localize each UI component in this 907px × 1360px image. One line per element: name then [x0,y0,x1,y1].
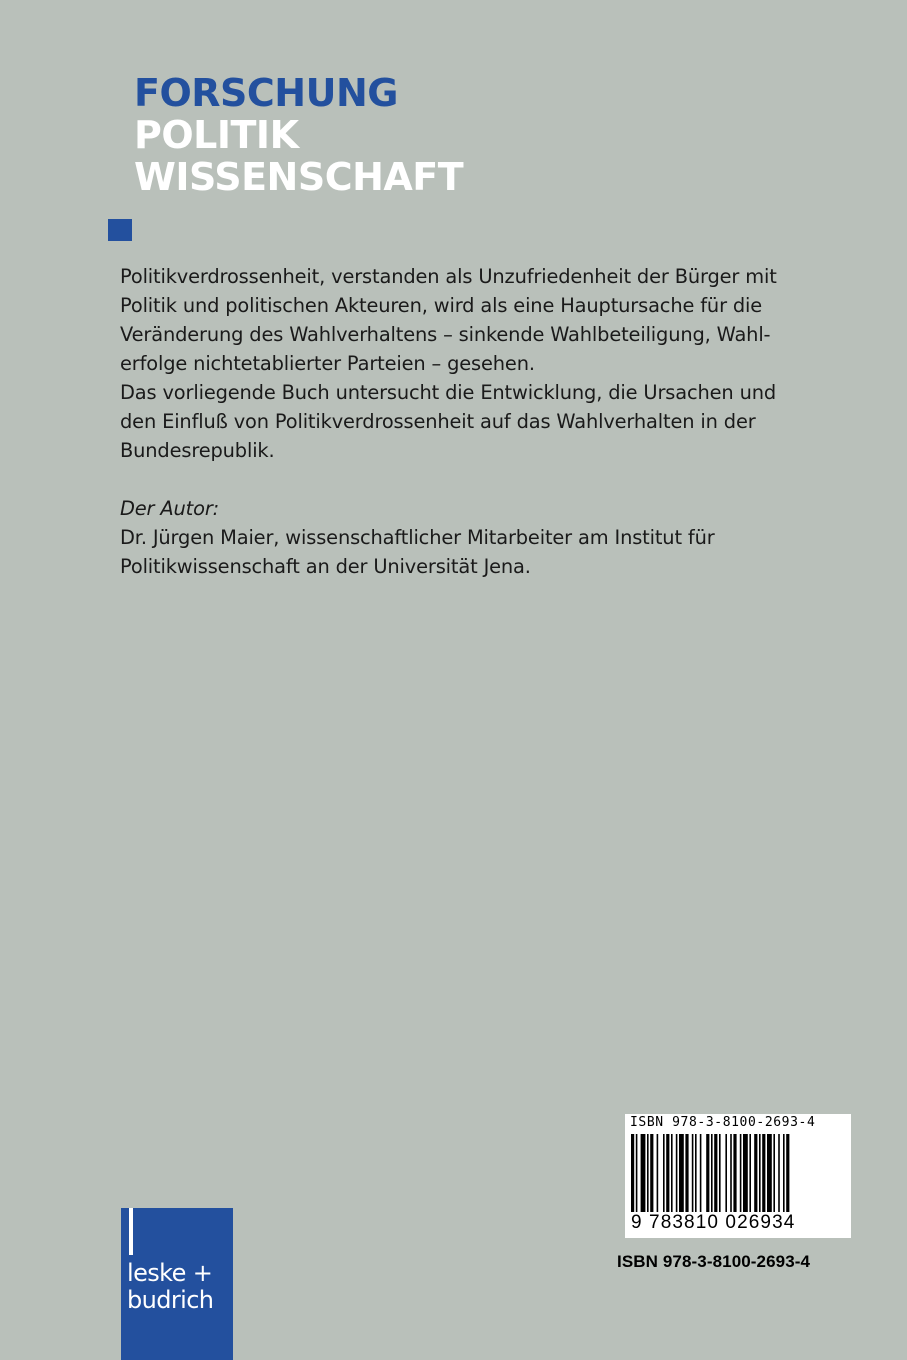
barcode-bar [700,1134,702,1212]
barcode-bar [786,1134,789,1212]
barcode-isbn-text: ISBN 978-3-8100-2693-4 [630,1115,816,1130]
blurb-line: Veränderung des Wahlverhaltens – sinkende Wahlbeteiligung, Wahl- [120,323,771,346]
blurb-line: Politik und politischen Akteuren, wird als eine Hauptursache für die [120,294,763,317]
series-title [134,72,463,198]
barcode-bar [695,1134,697,1212]
barcode-bar [663,1134,665,1212]
series-title-forschung: FORSCHUNG [134,71,398,115]
author-line: Politikwissenschaft an der Universität Jena. [120,555,531,578]
blurb-line: den Einfluß von Politikverdrossenheit auf das Wahlverhalten in der [120,410,756,433]
barcode-bar [641,1134,646,1212]
barcode-bar [636,1134,638,1212]
barcode-bar [743,1134,748,1212]
barcode-bar [692,1134,694,1212]
barcode-digits: 9 783810 026934 [631,1212,796,1233]
isbn-barcode [625,1114,851,1238]
back-cover-blurb [120,262,800,581]
author-line: Dr. Jürgen Maier, wissenschaftlicher Mitarbeiter am Institut für [120,526,715,549]
barcode-bar [749,1134,751,1212]
barcode-bar [650,1134,653,1212]
author-heading: Der Autor: [120,497,220,520]
barcode-bar [767,1134,772,1212]
barcode-bar [714,1134,717,1212]
barcode-bar [671,1134,673,1212]
barcode-bar [666,1134,669,1212]
blue-square-ornament [108,219,132,241]
blurb-line: Das vorliegende Buch untersucht die Entwicklung, die Ursachen und [120,381,777,404]
barcode-bar [778,1134,780,1212]
barcode-bar [685,1134,688,1212]
barcode-bar [783,1134,785,1212]
barcode-bar [679,1134,684,1212]
barcode-bar [730,1134,732,1212]
barcode-bar [711,1134,713,1212]
barcode-bars [631,1134,845,1212]
isbn-label: ISBN 978-3-8100-2693-4 [617,1252,811,1271]
barcode-bar [647,1134,649,1212]
barcode-bar [773,1134,775,1212]
barcode-bar [657,1134,659,1212]
blurb-line: erfolge nichtetablierter Parteien – gesehen. [120,352,535,375]
barcode-bar [759,1134,761,1212]
logo-line-budrich: budrich [127,1286,214,1314]
barcode-bar [762,1134,765,1212]
blurb-line: Politikverdrossenheit, verstanden als Unzufriedenheit der Bürger mit [120,265,777,288]
series-title-politik: POLITIK [134,113,299,157]
barcode-bar [719,1134,721,1212]
blurb-line: Bundesrepublik. [120,439,275,462]
barcode-bar [733,1134,736,1212]
barcode-bar [725,1134,727,1212]
logo-line-leske: leske + [127,1259,213,1287]
barcode-bar [676,1134,678,1212]
publisher-logo [121,1208,233,1360]
barcode-bar [706,1134,709,1212]
series-title-wissenschaft: WISSENSCHAFT [134,155,464,199]
barcode-bar [754,1134,757,1212]
barcode-bar [631,1134,634,1212]
barcode-bar [740,1134,742,1212]
logo-divider-bar [129,1208,133,1255]
